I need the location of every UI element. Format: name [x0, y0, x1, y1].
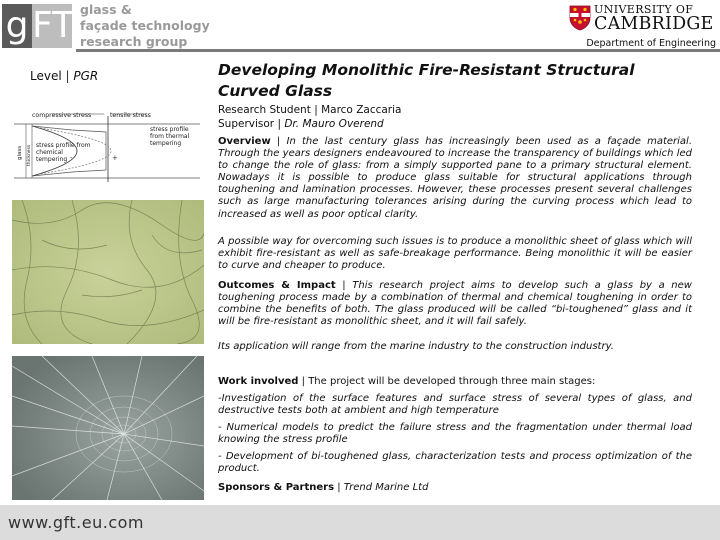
diagram-chemical-label: stress profile from chemical tempering	[36, 142, 91, 163]
outcomes-label: Outcomes & Impact	[218, 280, 336, 291]
diagram-tensile-label: tensile stress	[110, 112, 151, 119]
diagram-thermal-label-box	[150, 126, 202, 160]
shattered-glass-photo	[12, 356, 204, 500]
diagram-thickness-label: thickness	[27, 144, 32, 166]
diagram-compressive-label: compressive stress	[32, 112, 92, 119]
supervisor-row	[218, 117, 401, 131]
header-divider	[76, 49, 720, 52]
work-label: Work involved	[218, 376, 299, 387]
gft-logo-ft: FT	[32, 5, 75, 46]
department-name: Department of Engineering	[586, 38, 716, 49]
sponsors-label: Sponsors & Partners	[218, 482, 335, 493]
outcomes-text: This research project aims to develop such a glass by a new toughening process made by a combination of thermal and chemical toughening in order to combine the benefits of both. The glass produced will be called “bi-toughened” glass and it will be fire-resistant as monolithic sheet, and it will fail safely.	[218, 280, 692, 328]
overview-separator: |	[276, 136, 281, 147]
work-stage-2: - Numerical models to predict the failure stress and the fragmentation under thermal load knowing the stress profile	[218, 422, 692, 446]
level-separator: |	[65, 69, 70, 83]
university-of-text: UNIVERSITY OF	[594, 3, 694, 16]
gft-group-name	[80, 2, 210, 50]
sponsors-row	[218, 482, 692, 494]
supervisor-separator: |	[277, 118, 281, 130]
student-label: Research Student	[218, 104, 311, 116]
cambridge-wordmark	[594, 4, 718, 33]
work-stage-1: -Investigation of the surface features and surface stress of several types of glass, and destructive tests both at ambient and high temperature	[218, 393, 692, 417]
gft-logo-g: g	[2, 4, 32, 48]
page-title: Developing Monolithic Fire-Resistant Structural Curved Glass	[218, 61, 635, 100]
application-paragraph: Its application will range from the marine industry to the construction industry.	[218, 341, 614, 352]
level-value: PGR	[73, 69, 99, 83]
work-paragraph	[218, 376, 692, 388]
work-stage-3: - Development of bi-toughened glass, characterization tests and process optimization of the product.	[218, 451, 692, 475]
gft-line-3: research group	[80, 34, 188, 49]
diagram-plus-sign: +	[112, 154, 118, 162]
overview-text: In the last century glass has increasingly been used as a façade material. Through the years designers endeavoured to increase the transparency of buildings which led to change the role of glass: from a simply supported pane to a primary structural element. Nowadays it is possible to produce glass suitable for structural applications through toughening and lamination processes. However, these processes present several challenges such as large manufacturing tolerances arising during the curving process which lead to increased as well as poor optical clarity.	[218, 136, 692, 220]
student-name: Marco Zaccaria	[321, 104, 402, 116]
gft-line-1: glass &	[80, 2, 132, 17]
diagram-chemical-label-box	[36, 142, 92, 176]
possible-way-paragraph: A possible way for overcoming such issues is to produce a monolithic sheet of glass which will exhibit fire-resistant as well as safe-breakage performance. Being monolithic it will be easier to curve and cheaper to produce.	[218, 236, 692, 272]
work-separator: |	[301, 376, 305, 387]
header	[0, 0, 720, 53]
student-separator: |	[314, 104, 318, 116]
outcomes-paragraph	[218, 280, 692, 328]
cracked-glass-surface-photo	[12, 200, 204, 344]
outcomes-separator: |	[342, 280, 346, 291]
level-row	[30, 69, 98, 83]
diagram-minus-sign: -	[70, 154, 73, 162]
overview-label: Overview	[218, 136, 271, 147]
footer-website-link[interactable]: www.gft.eu.com	[8, 513, 144, 532]
sponsors-value: Trend Marine Ltd	[343, 482, 429, 493]
sponsors-separator: |	[337, 482, 341, 493]
supervisor-label: Supervisor	[218, 118, 275, 130]
cambridge-crest-icon	[569, 5, 591, 31]
work-intro: The project will be developed through three main stages:	[308, 376, 596, 387]
diagram-glass-label: glass	[17, 145, 23, 160]
gft-line-2: façade technology	[80, 18, 210, 33]
overview-paragraph	[218, 136, 692, 221]
supervisor-name: Dr. Mauro Overend	[284, 118, 384, 130]
level-label: Level	[30, 69, 62, 83]
diagram-thermal-label: stress profile from thermal tempering	[150, 126, 190, 147]
student-row	[218, 103, 401, 117]
stress-profile-diagram	[12, 106, 202, 186]
people-block	[218, 103, 401, 131]
cambridge-text: CAMBRIDGE	[594, 14, 714, 34]
gft-logo	[2, 4, 74, 48]
